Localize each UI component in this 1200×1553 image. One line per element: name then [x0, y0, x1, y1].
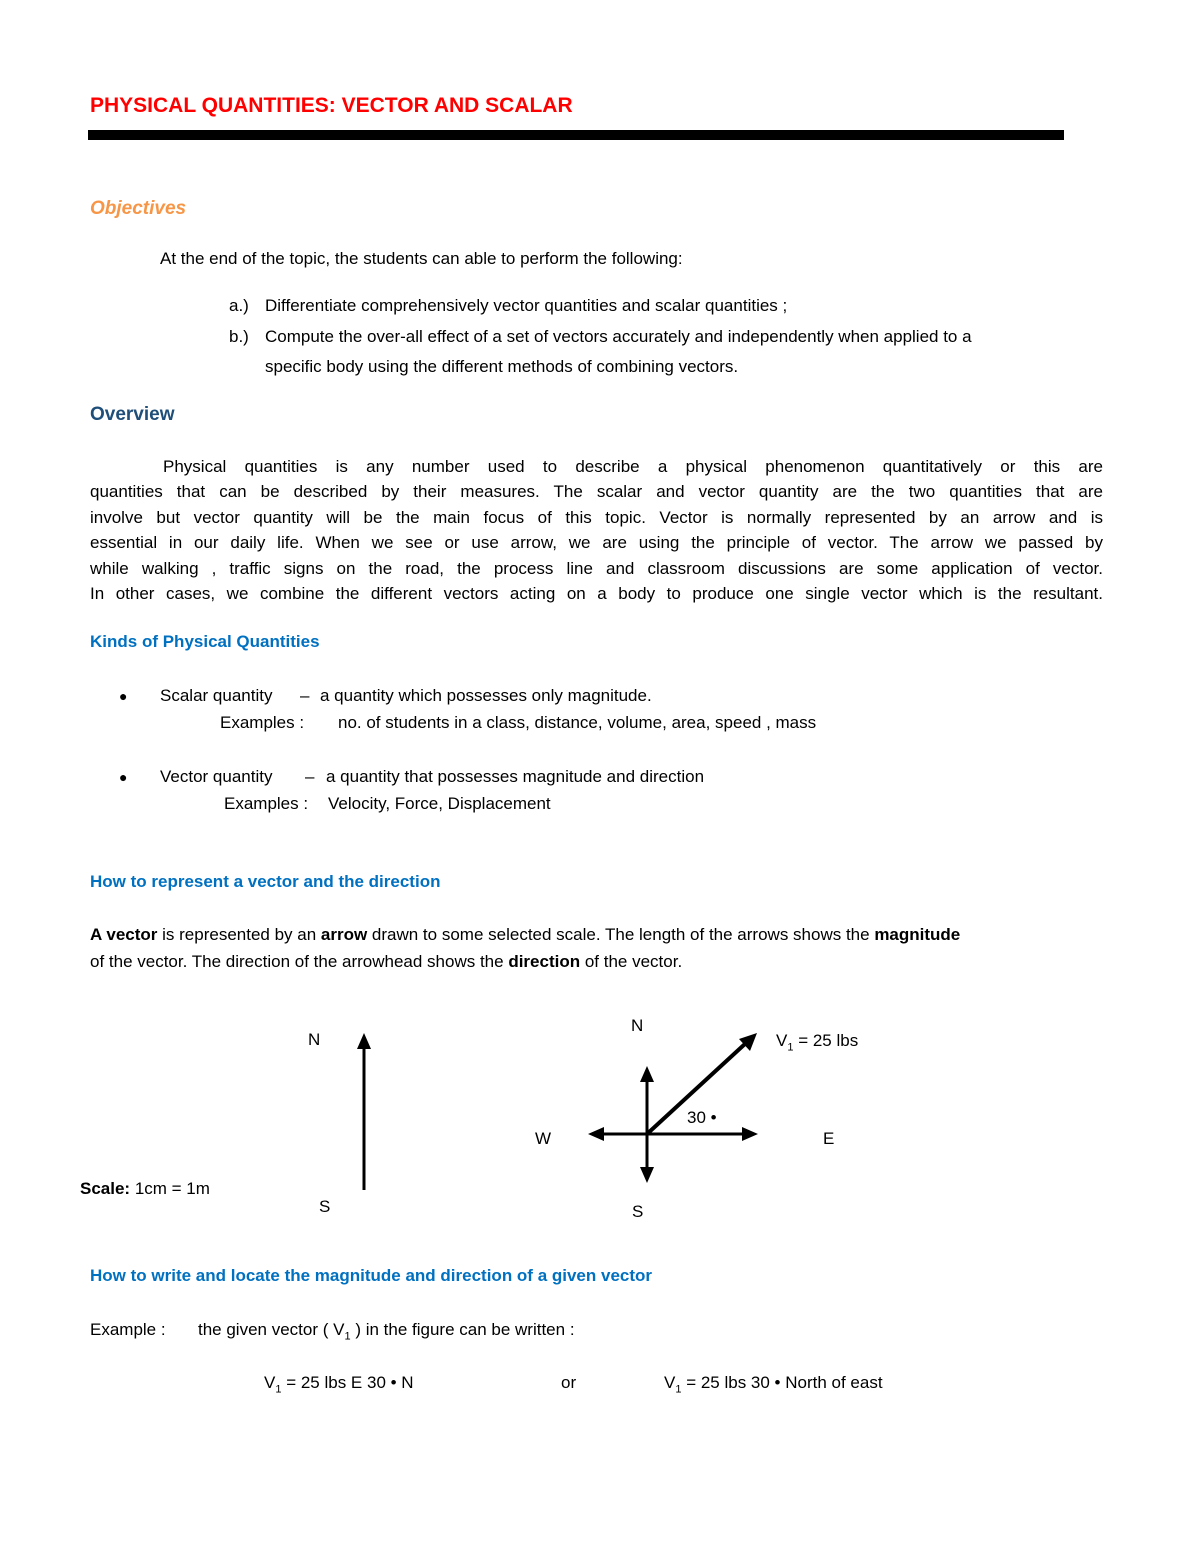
- overview-heading: Overview: [90, 404, 175, 425]
- objective-b-text-line2: specific body using the different methods of combining vectors.: [265, 357, 739, 376]
- formula-right: $V_1 = 25$ lbs 30 • North of east: [664, 1373, 883, 1396]
- represent-line1: A vector is represented by an arrow drawn to some selected scale. The length of the arrows shows the magnitude: [90, 925, 961, 944]
- scalar-definition: a quantity which possesses only magnitude.: [320, 686, 652, 705]
- overview-line: while walking , traffic signs on the road, the process line and classroom discussions are some application of vector.: [90, 558, 1103, 578]
- west-label: W: [535, 1129, 552, 1148]
- page-title: PHYSICAL QUANTITIES: VECTOR AND SCALAR: [90, 94, 573, 117]
- vector-dash: –: [305, 767, 315, 786]
- bullet-icon: ●: [119, 688, 128, 704]
- scalar-examples-label: Examples :: [220, 713, 305, 732]
- write-heading: How to write and locate the magnitude and direction of a given vector: [90, 1266, 653, 1285]
- formula-left: $V_1 = 25$ lbs E 30 • N: [264, 1373, 414, 1396]
- scalar-examples: no. of students in a class, distance, volume, area, speed , mass: [338, 713, 817, 732]
- example-text: the given vector ( $V_1$ ) in the figure can be written :: [198, 1320, 575, 1343]
- objectives-heading: Objectives: [90, 198, 187, 219]
- represent-heading: How to represent a vector and the direction: [90, 872, 441, 891]
- overview-line: essential in our daily life. When we see or use arrow, we are using the principle of vector. The arrow we passed by: [90, 533, 1103, 553]
- vector-examples-label: Examples :: [224, 794, 309, 813]
- bullet-icon: ●: [119, 769, 128, 785]
- overview-line: Physical quantities is any number used to describe a physical phenomenon quantitatively or this are: [163, 457, 1103, 476]
- objectives-intro: At the end of the topic, the students can able to perform the following:: [160, 249, 683, 268]
- left-north-label: N: [308, 1030, 321, 1049]
- compass-axes: [588, 1066, 758, 1183]
- left-south-label: S: [319, 1197, 331, 1216]
- angle-label: 30 •: [687, 1108, 717, 1127]
- objective-b-marker: b.): [229, 327, 249, 346]
- scalar-dash: –: [300, 686, 310, 705]
- vector-examples: Velocity, Force, Displacement: [328, 794, 551, 813]
- east-label: E: [823, 1129, 835, 1148]
- objective-b-text-line1: Compute the over-all effect of a set of vectors accurately and independently when applied to a: [265, 327, 972, 346]
- vector-term: Vector quantity: [160, 767, 273, 786]
- scalar-term: Scalar quantity: [160, 686, 273, 705]
- overview-line: involve but vector quantity will be the main focus of this topic. Vector is normally represented by an arrow and is: [90, 507, 1103, 527]
- objective-a-text: Differentiate comprehensively vector quantities and scalar quantities ;: [265, 296, 788, 315]
- overview-line: In other cases, we combine the different vectors acting on a body to produce one single vector which is the resultant.: [90, 583, 1103, 603]
- overview-line: quantities that can be described by their measures. The scalar and vector quantity are the two quantities that are: [90, 482, 1103, 502]
- right-south-label: S: [632, 1202, 644, 1221]
- vector-v1-label: $V_1 = 25$ lbs: [776, 1031, 859, 1054]
- example-label: Example :: [90, 1320, 166, 1339]
- kinds-heading: Kinds of Physical Quantities: [90, 632, 320, 651]
- north-arrow-left: [357, 1033, 371, 1190]
- objective-a-marker: a.): [229, 296, 249, 315]
- scale-label: Scale: 1cm = 1m: [80, 1179, 210, 1198]
- formula-or: or: [561, 1373, 577, 1392]
- vector-definition: a quantity that possesses magnitude and direction: [326, 767, 705, 786]
- right-north-label: N: [631, 1016, 644, 1035]
- represent-line2: of the vector. The direction of the arrowhead shows the direction of the vector.: [90, 952, 683, 971]
